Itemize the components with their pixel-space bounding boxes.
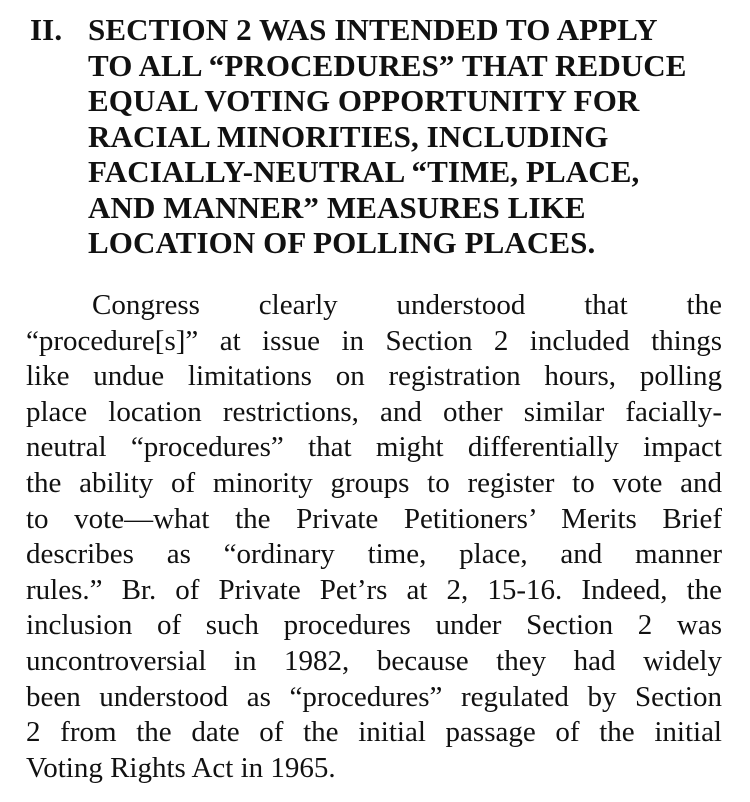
paragraph-line: the ability of minority groups to register to vote and	[26, 466, 722, 499]
paragraph-line: neutral “procedures” that might differentially impact	[26, 431, 722, 464]
heading-line: EQUAL VOTING OPPORTUNITY FOR	[88, 83, 640, 118]
paragraph-line: Congress clearly understood that the	[92, 289, 722, 321]
heading-line: FACIALLY-NEUTRAL “TIME, PLACE,	[88, 154, 640, 189]
section-title	[88, 12, 748, 261]
paragraph-line: Voting Rights Act in 1965.	[26, 751, 336, 784]
paragraph-line: rules.” Br. of Private Pet’rs at 2, 15-16. Indeed, the	[26, 573, 722, 606]
heading-line: AND MANNER” MEASURES LIKE	[88, 189, 586, 225]
paragraph-line: uncontroversial in 1982, because they had widely	[26, 644, 722, 677]
paragraph-line: to vote—what the Private Petitioners’ Merits Brief	[26, 502, 722, 535]
heading-line: RACIAL MINORITIES, INCLUDING	[88, 118, 609, 154]
paragraph-line: describes as “ordinary time, place, and manner	[26, 538, 722, 571]
paragraph-line: been understood as “procedures” regulated by Section	[26, 680, 722, 713]
heading-line: TO ALL “PROCEDURES” THAT REDUCE	[88, 47, 687, 83]
paragraph-line: 2 from the date of the initial passage of the initial	[26, 716, 722, 749]
paragraph-line: place location restrictions, and other similar facially-	[26, 395, 722, 428]
heading-line: LOCATION OF POLLING PLACES.	[88, 225, 596, 260]
body-paragraph	[26, 288, 722, 786]
paragraph-line: “procedure[s]” at issue in Section 2 included things	[26, 324, 722, 357]
section-number: II.	[30, 12, 63, 47]
paragraph-line: like undue limitations on registration hours, polling	[26, 360, 722, 393]
paragraph-line: inclusion of such procedures under Section 2 was	[26, 609, 722, 642]
heading-line: SECTION 2 WAS INTENDED TO APPLY	[88, 12, 658, 47]
